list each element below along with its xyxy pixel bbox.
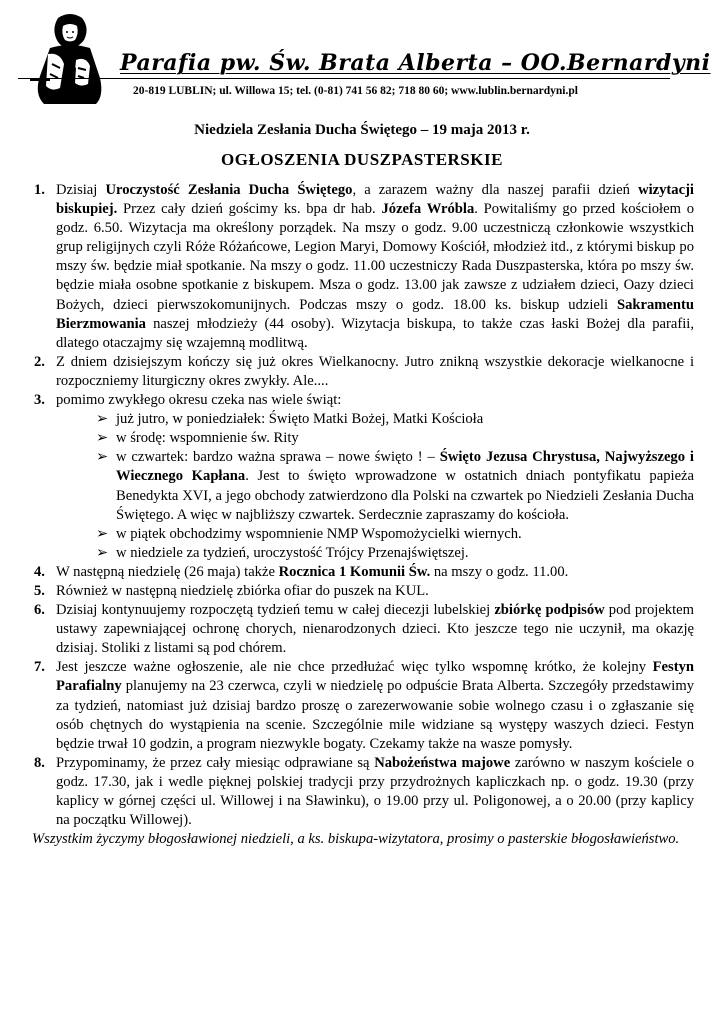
feast-text: w piątek obchodzimy wspomnienie NMP Wspomożycielki wiernych. <box>116 525 522 542</box>
item-text: Jest jeszcze ważne ogłoszenie, ale nie chce przedłużać więc tylko wspomnę krótko, że kolejny Festyn Parafialny planujemy na 23 czerwca, czyli w niedzielę po odpuście Brata Alberta. Szczegóły przedstawimy za tydzień, natomiast już dzisiaj bardzo proszę o zarezerwowanie sobie wolnego czasu i o zgłaszanie się osób chętnych do wystąpienia na scenie. Szczególnie mile widziane są występy waszych dzieci. Festyn będzie trwał 10 godzin, a program niezwykle bogaty. Czekamy także na wasze pomysły. <box>56 659 694 752</box>
feast-list-item <box>96 448 694 524</box>
feast-list-item <box>96 429 694 448</box>
item-text: Dzisiaj Uroczystość Zesłania Ducha Świętego, a zarazem ważny dla naszej parafii dzień wizytacji biskupiej. Przez cały dzień gościmy ks. bpa dr hab. Józefa Wróbla. Powitaliśmy go przed kościołem o godz. 6.50. Wizytacja ma określony porządek. Na mszy o godz. 9.00 uczestniczą członkowie wszystkich grup religijnych czyli Róże Różańcowe, Legion Maryi, Domowy Kościół, młodzież itd., z którymi biskup po mszy św. będzie miał spotkanie. Na mszy o godz. 11.00 uczestniczy Rada Duszpasterska, która po mszy św. będzie miała osobne spotkanie z biskupem. Msza o godz. 13.00 jak zawsze z udziałem dzieci, Oazy dzieci Bożych, dzieci pierwszokomunijnych. Podczas mszy o godz. 18.00 ks. biskup udzieli Sakramentu Bierzmowania naszej młodzieży (44 osoby). Wizytacja biskupa, to także czas łaski Bożej dla parafii, dlatego otaczajmy się wzajemną modlitwą. <box>56 182 694 351</box>
announcement-item <box>34 601 694 658</box>
announcement-item <box>34 582 694 601</box>
arrow-bullet-icon: ➢ <box>96 449 109 466</box>
announcement-item <box>34 353 694 391</box>
letterhead <box>0 0 724 110</box>
feast-list-item <box>96 525 694 544</box>
item-number: 2. <box>34 353 45 370</box>
arrow-bullet-icon: ➢ <box>96 430 109 447</box>
item-text: W następną niedzielę (26 maja) także Rocznica 1 Komunii Św. na mszy o godz. 11.00. <box>56 563 569 580</box>
feast-text: w niedziele za tydzień, uroczystość Trójcy Przenajświętszej. <box>116 544 469 561</box>
arrow-bullet-icon: ➢ <box>96 525 109 542</box>
item-text: pomimo zwykłego okresu czeka nas wiele świąt: <box>56 392 342 409</box>
item-number: 1. <box>34 182 45 198</box>
header-rule <box>18 78 670 79</box>
item-text: Przypominamy, że przez cały miesiąc odprawiane są Nabożeństwa majowe zarówno w naszym kościele o godz. 17.30, jak i wedle pięknej polskiej tradycji przy przydrożnych kapliczkach np. o godz. 19.30 (przy kaplicy w górnej części ul. Willowej i na Sławinku), o 19.00 przy ul. Poligonowej, a o 20.00 (przy kaplicy na początku Willowej). <box>56 754 694 829</box>
announcement-item <box>34 754 694 830</box>
item-text: Dzisiaj kontynuujemy rozpoczętą tydzień temu w całej diecezji lubelskiej zbiórkę podpisów pod projektem ustawy zapewniającej ochronę chorych, nienarodzonych dzieci. Kto jeszcze tego nie uczynił, ma okazję dzisiaj. Stoliki z listami są pod chórem. <box>56 602 694 657</box>
feast-list-item <box>96 410 694 429</box>
announcement-item <box>34 181 694 353</box>
date-heading: Niedziela Zesłania Ducha Świętego – 19 maja 2013 r. <box>194 122 530 138</box>
feast-text: w środę: wspomnienie św. Rity <box>116 430 299 447</box>
item-text: Również w następną niedzielę zbiórka ofiar do puszek na KUL. <box>56 582 429 599</box>
item-number: 6. <box>34 602 45 619</box>
announcement-item <box>34 658 694 753</box>
announcement-item <box>34 391 694 410</box>
parish-address: 20-819 LUBLIN; ul. Willowa 15; tel. (0-81) 741 56 82; 718 80 60; www.lublin.bernardyni.pl <box>133 85 578 97</box>
item-number: 8. <box>34 754 45 771</box>
item-number: 4. <box>34 563 45 580</box>
closing-blessing: Wszystkim życzymy błogosławionej niedzieli, a ks. biskupa-wizytatora, prosimy o pasterskie błogosławieństwo. <box>32 831 680 848</box>
feast-list-item <box>96 544 694 563</box>
arrow-bullet-icon: ➢ <box>96 411 109 428</box>
item-number: 7. <box>34 659 45 676</box>
brother-albert-logo <box>20 8 120 106</box>
arrow-bullet-icon: ➢ <box>96 544 109 561</box>
announcement-item <box>34 563 694 582</box>
feast-text: już jutro, w poniedziałek: Święto Matki Bożej, Matki Kościoła <box>116 411 484 428</box>
page-title: OGŁOSZENIA DUSZPASTERSKIE <box>221 150 503 169</box>
item-number: 5. <box>34 582 45 599</box>
item-text: Z dniem dzisiejszym kończy się już okres Wielkanocny. Jutro znikną wszystkie dekoracje wielkanocne i rozpoczniemy liturgiczny okres zwykły. Ale.... <box>56 353 694 389</box>
announcements-list <box>34 181 694 849</box>
parish-name: Parafia pw. Św. Brata Alberta – OO.Bernardyni <box>120 50 711 76</box>
item-number: 3. <box>34 392 45 409</box>
feast-text: w czwartek: bardzo ważna sprawa – nowe święto ! – Święto Jezusa Chrystusa, Najwyższego i Wiecznego Kapłana. Jest to święto wprowadzone w ostatnich dniach pontyfikatu papieża Benedykta XVI, a jego obchody zatwierdzono dla Polski na czwartek po Niedzieli Zesłania Ducha Świętego. A więc w najbliższy czwartek. Serdecznie zapraszamy do kościoła. <box>116 449 694 523</box>
